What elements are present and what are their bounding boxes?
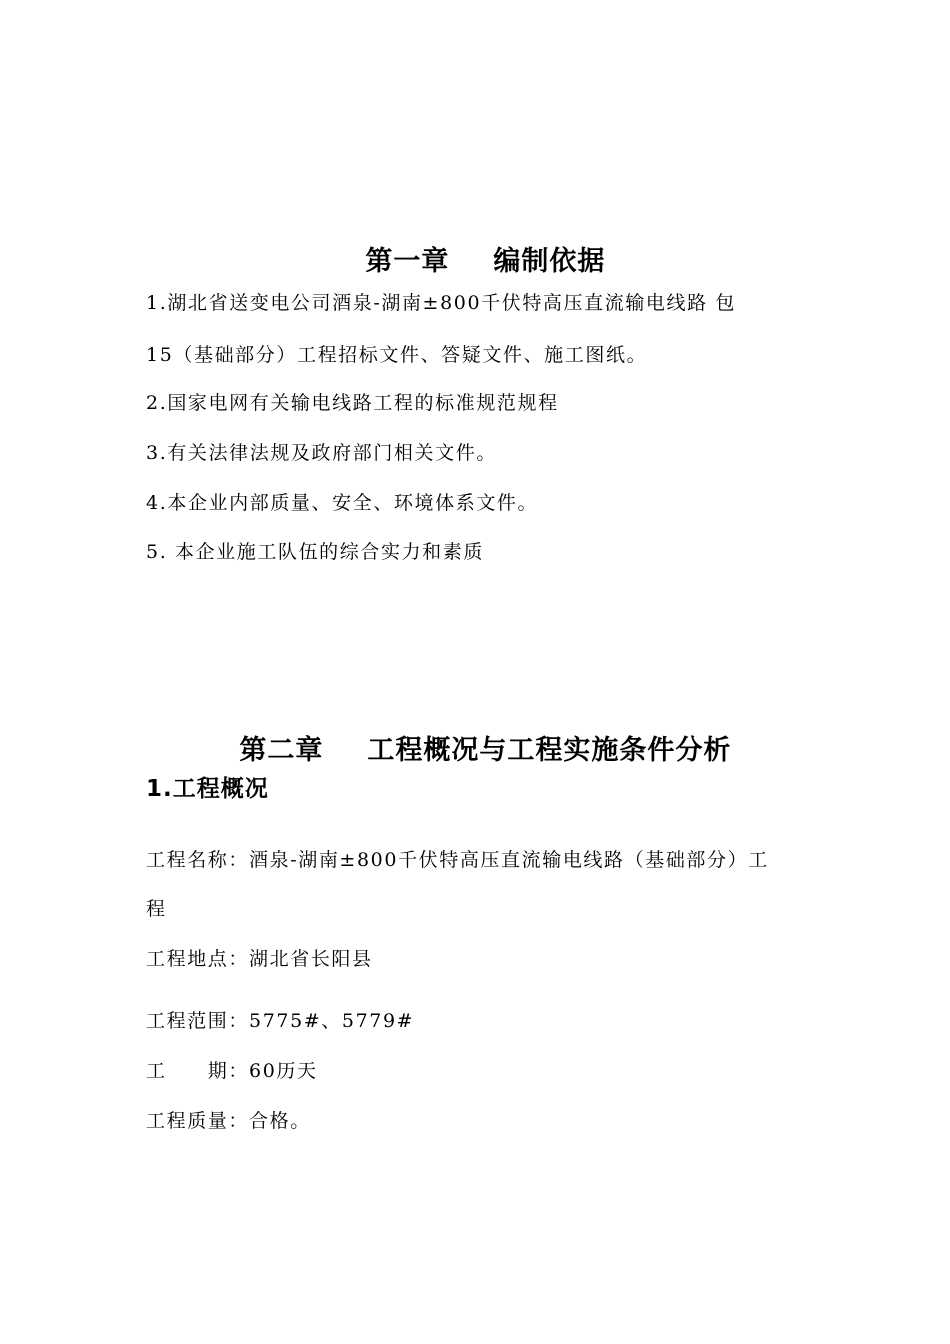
chapter2-title: 工程概况与工程实施条件分析 (367, 735, 732, 766)
chapter1-item-2: 2.国家电网有关输电线路工程的标准规范规程 (146, 392, 559, 414)
field-label: 工 期： (146, 1060, 250, 1082)
chapter1-item-4: 4.本企业内部质量、安全、环境体系文件。 (146, 492, 539, 514)
chapter2-number: 第二章 (239, 735, 324, 766)
field-label: 工程质量： (146, 1110, 250, 1132)
field-value: 湖北省长阳县 (249, 948, 373, 970)
chapter1-item-5: 5. 本企业施工队伍的综合实力和素质 (146, 541, 484, 563)
chapter1-item-3: 3.有关法律法规及政府部门相关文件。 (146, 442, 497, 464)
field-value: 程 (146, 898, 167, 920)
field-value: 酒泉-湖南±800千伏特高压直流输电线路（基础部分）工 (249, 849, 769, 871)
field-project-quality (146, 1106, 311, 1133)
field-value: 5775#、5779# (249, 1010, 415, 1032)
chapter1-item-1a: 1.湖北省送变电公司酒泉-湖南±800千伏特高压直流输电线路 包 (146, 292, 736, 314)
chapter1-number: 第一章 (365, 246, 450, 277)
section-heading-project-overview: 1.工程概况 (146, 776, 269, 802)
field-project-location (146, 944, 373, 971)
field-label: 工程范围： (146, 1010, 250, 1032)
field-label: 工程名称： (146, 849, 250, 871)
field-project-scope (146, 1006, 414, 1033)
chapter1-item-1b: 15（基础部分）工程招标文件、答疑文件、施工图纸。 (146, 344, 648, 366)
chapter1-heading (0, 208, 950, 278)
field-label: 工程地点： (146, 948, 250, 970)
field-value: 60历天 (249, 1060, 318, 1082)
chapter1-title: 编制依据 (493, 246, 606, 277)
field-project-name-cont (146, 894, 167, 921)
field-project-name (146, 845, 769, 872)
chapter2-heading (0, 697, 950, 767)
field-project-duration (146, 1056, 318, 1083)
field-value: 合格。 (249, 1110, 311, 1132)
